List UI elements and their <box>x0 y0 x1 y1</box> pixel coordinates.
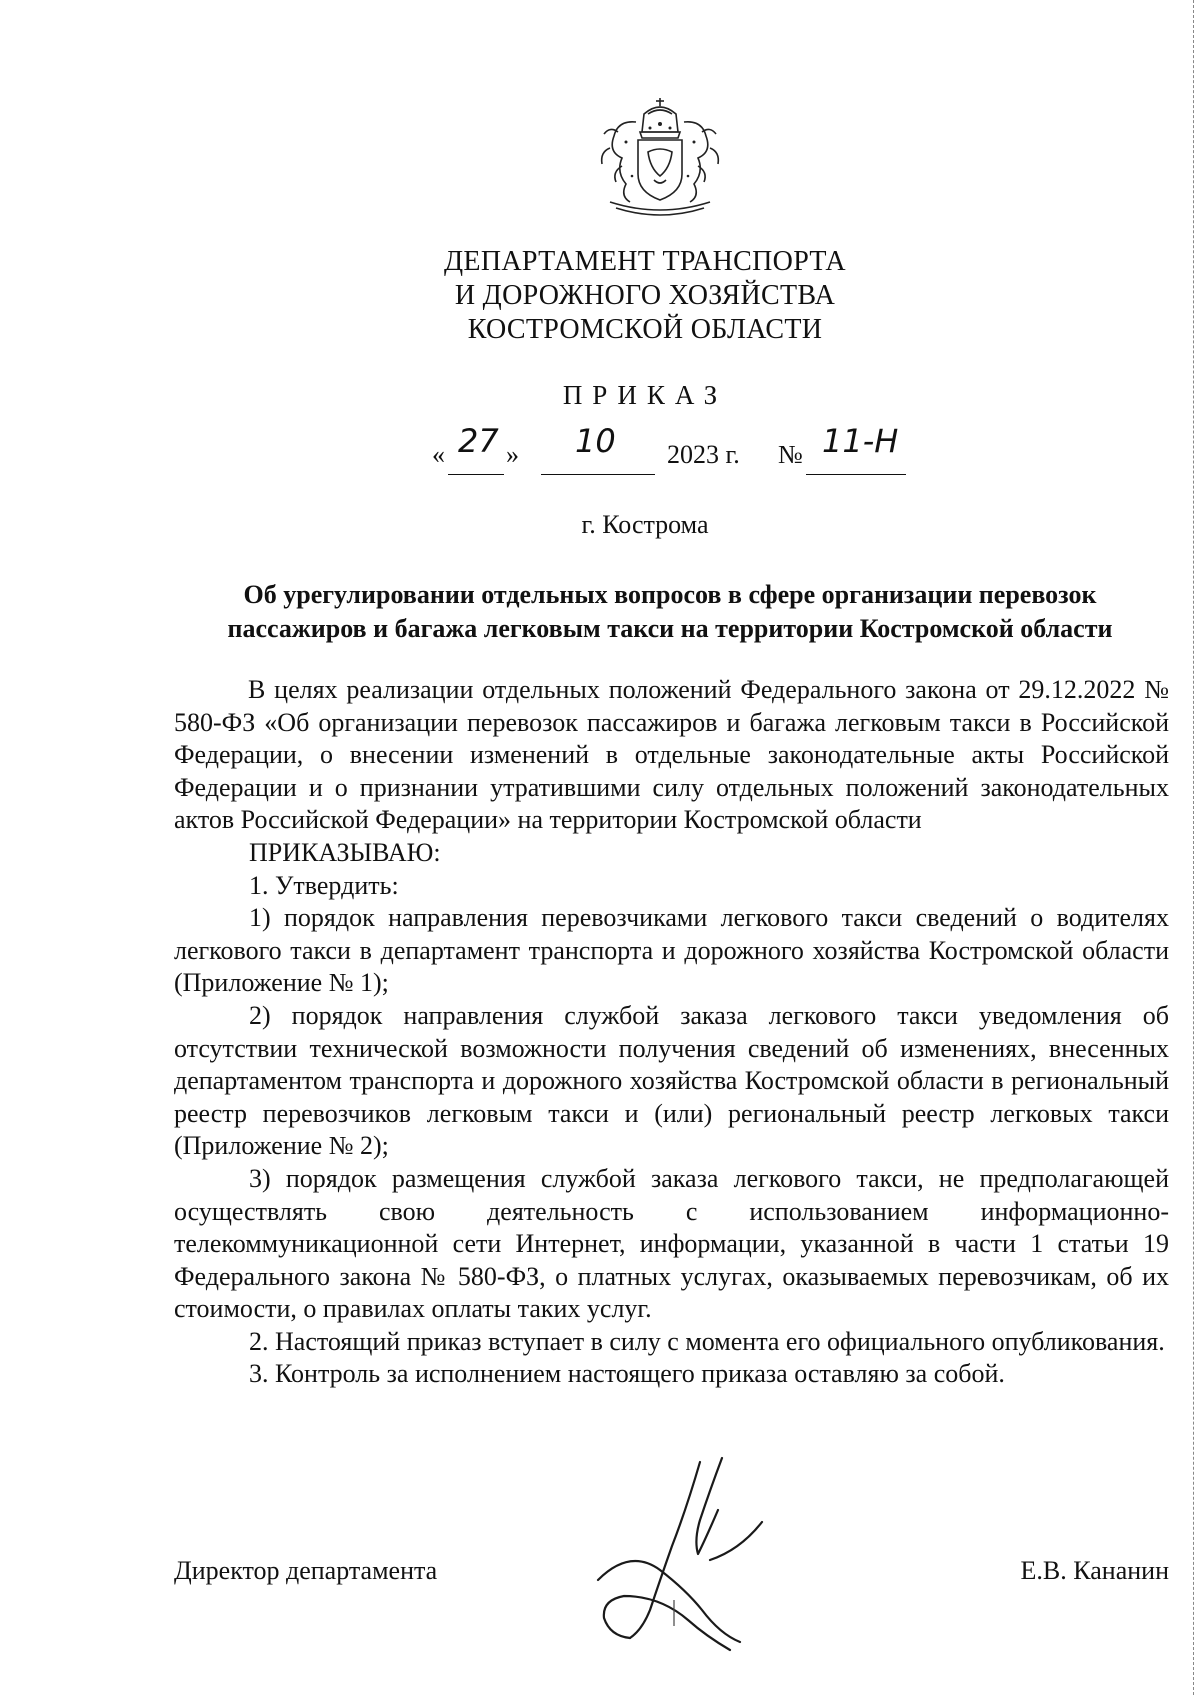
title-line-2: пассажиров и багажа легковым такси на территории Костромской области <box>227 614 1113 643</box>
month-underline <box>541 474 655 475</box>
item-1-3: 3) порядок размещения службой заказа легкового такси, не предполагающей осуществлять свою деятельность с использованием информационно-телекоммуникационной сети Интернет, информации, указанной в части 1 статьи 19 Федерального закона № 580-ФЗ, о платных услугах, оказываемых перевозчикам, об их стоимости, о правилах оплаты таких услуг. <box>174 1163 1169 1324</box>
order-number: 11-Н <box>822 422 899 460</box>
item-1-1: 1) порядок направления перевозчиками легкового такси сведений о водителях легкового такси в департамент транспорта и дорожного хозяйства Костромской области (Приложение № 1); <box>174 903 1169 998</box>
preamble-paragraph: В целях реализации отдельных положений Федерального закона от 29.12.2022 № 580-ФЗ «Об организации перевозок пассажиров и багажа легковым такси в Российской Федерации, о внесении изменений в отдельные законодательные акты Российской Федерации и о признании утратившими силу отдельных положений законодательных актов Российской Федерации» на территории Костромской области <box>174 675 1169 835</box>
order-verb: ПРИКАЗЫВАЮ: <box>249 837 441 867</box>
department-line-2: И ДОРОЖНОГО ХОЗЯЙСТВА <box>454 280 836 311</box>
signatory-name: Е.В. Кананин <box>1020 1556 1169 1585</box>
document-title <box>170 578 1170 646</box>
date-day: 27 <box>458 422 499 460</box>
number-sign: № <box>778 440 803 469</box>
title-line-1: Об урегулировании отдельных вопросов в сфере организации перевозок <box>243 580 1097 609</box>
scan-edge-line <box>1193 0 1194 1695</box>
coat-of-arms-icon <box>570 92 750 220</box>
close-quote: » <box>506 440 519 469</box>
department-header <box>300 245 990 347</box>
date-year: 2023 г. <box>667 440 740 469</box>
item-1: 1. Утвердить: <box>249 870 399 900</box>
department-line-1: ДЕПАРТАМЕНТ ТРАНСПОРТА <box>444 246 846 277</box>
day-underline <box>448 474 504 475</box>
item-3: 3. Контроль за исполнением настоящего приказа оставляю за собой. <box>249 1359 1005 1389</box>
item-1-2: 2) порядок направления службой заказа легкового такси уведомления об отсутствии технической возможности получения сведений об изменениях, внесенных департаментом транспорта и дорожного хозяйства Костромской области в региональный реестр перевозчиков легковым такси и (или) региональный реестр легковых такси (Приложение № 2); <box>174 1000 1169 1161</box>
handwritten-signature <box>590 1450 770 1655</box>
signature-row <box>174 1556 1169 1606</box>
city-line: г. Кострома <box>581 510 709 539</box>
department-line-3: КОСТРОМСКОЙ ОБЛАСТИ <box>467 314 823 345</box>
date-number-line <box>0 422 1200 490</box>
item-2: 2. Настоящий приказ вступает в силу с момента его официального опубликования. <box>249 1326 1165 1356</box>
signatory-position: Директор департамента <box>174 1556 438 1585</box>
number-underline <box>806 474 906 475</box>
open-quote: « <box>432 440 445 469</box>
document-body <box>174 674 1169 1391</box>
order-title: ПРИКАЗ <box>562 380 728 410</box>
date-month: 10 <box>575 422 616 460</box>
